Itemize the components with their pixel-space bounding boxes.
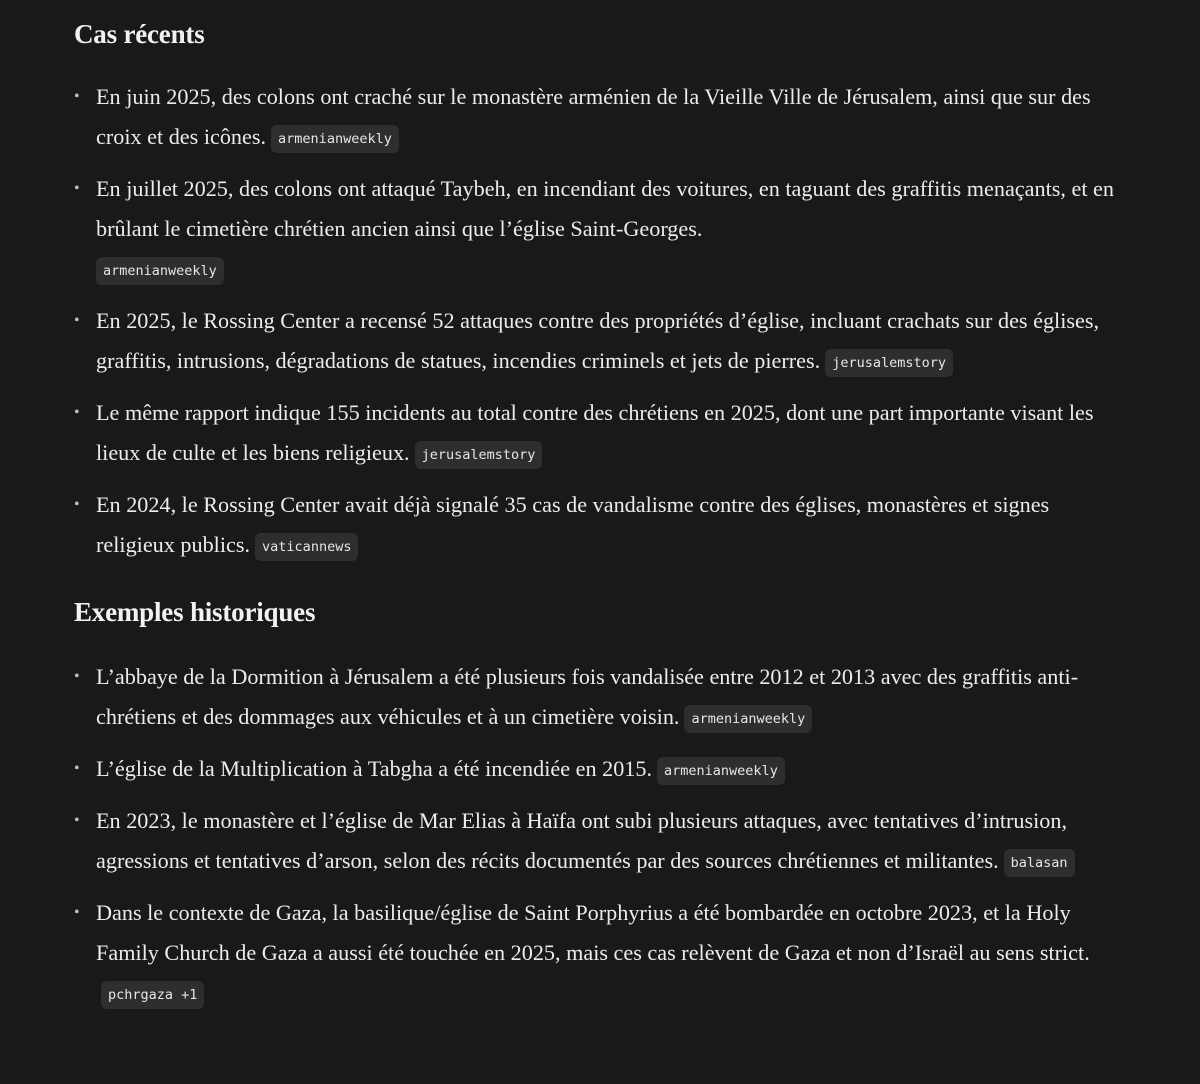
bullet-icon: • xyxy=(74,496,80,513)
bullet-icon: • xyxy=(74,812,80,829)
recent-cases-list xyxy=(74,77,1114,565)
source-citation-chip[interactable]: vaticannews xyxy=(255,533,358,561)
bullet-icon: • xyxy=(74,404,80,421)
list-item-text: En 2025, le Rossing Center a recensé 52 attaques contre des propriétés d’église, incluant crachats sur des églises, graffitis, intrusions, dégradations de statues, incendies criminels et jets de pierres. xyxy=(96,308,1100,373)
list-item xyxy=(74,77,1114,157)
list-item-text: En juin 2025, des colons ont craché sur le monastère arménien de la Vieille Ville de Jérusalem, ainsi que sur des croix et des icônes. xyxy=(96,84,1091,149)
list-item-text: L’église de la Multiplication à Tabgha a été incendiée en 2015. xyxy=(96,756,653,781)
bullet-icon: • xyxy=(74,668,80,685)
bullet-icon: • xyxy=(74,180,80,197)
source-citation-chip[interactable]: armenianweekly xyxy=(96,257,224,285)
list-item-text: Dans le contexte de Gaza, la basilique/église de Saint Porphyrius a été bombardée en octobre 2023, et la Holy Family Church de Gaza a aussi été touchée en 2025, mais ces cas relèvent de Gaza et non d’Israël au sens strict. xyxy=(96,900,1090,965)
list-item-text: En 2023, le monastère et l’église de Mar Elias à Haïfa ont subi plusieurs attaques, avec tentatives d’intrusion, agressions et tentatives d’arson, selon des récits documentés par des sources chrétiennes et militantes. xyxy=(96,808,1068,873)
source-citation-chip[interactable]: jerusalemstory xyxy=(825,349,953,377)
source-citation-chip[interactable]: armenianweekly xyxy=(684,705,812,733)
list-item xyxy=(74,301,1114,381)
section-heading-historical-examples: Exemples historiques xyxy=(74,597,316,627)
list-item-text: Le même rapport indique 155 incidents au total contre des chrétiens en 2025, dont une part importante visant les lieux de culte et les biens religieux. xyxy=(96,400,1094,465)
list-item xyxy=(74,801,1114,881)
historical-examples-list xyxy=(74,657,1114,1013)
list-item-text: L’abbaye de la Dormition à Jérusalem a été plusieurs fois vandalisée entre 2012 et 2013 avec des graffitis anti-chrétiens et des dommages aux véhicules et à un cimetière voisin. xyxy=(96,664,1079,729)
list-item xyxy=(74,893,1114,1013)
list-item xyxy=(74,657,1114,737)
list-item xyxy=(74,749,1114,789)
list-item-text: En 2024, le Rossing Center avait déjà signalé 35 cas de vandalisme contre des églises, monastères et signes religieux publics. xyxy=(96,492,1050,557)
list-item xyxy=(74,485,1114,565)
bullet-icon: • xyxy=(74,312,80,329)
source-citation-chip[interactable]: jerusalemstory xyxy=(415,441,543,469)
source-citation-chip[interactable]: armenianweekly xyxy=(657,757,785,785)
list-item xyxy=(74,169,1114,289)
bullet-icon: • xyxy=(74,88,80,105)
source-citation-chip[interactable]: pchrgaza +1 xyxy=(101,981,204,1009)
list-item-text: En juillet 2025, des colons ont attaqué Taybeh, en incendiant des voitures, en taguant des graffitis menaçants, et en brûlant le cimetière chrétien ancien ainsi que l’église Saint-Georges. xyxy=(96,176,1114,241)
source-citation-chip[interactable]: balasan xyxy=(1004,849,1075,877)
source-citation-chip[interactable]: armenianweekly xyxy=(271,125,399,153)
response-content xyxy=(74,0,1114,1025)
bullet-icon: • xyxy=(74,760,80,777)
bullet-icon: • xyxy=(74,904,80,921)
section-heading-recent-cases: Cas récents xyxy=(74,19,205,49)
list-item xyxy=(74,393,1114,473)
